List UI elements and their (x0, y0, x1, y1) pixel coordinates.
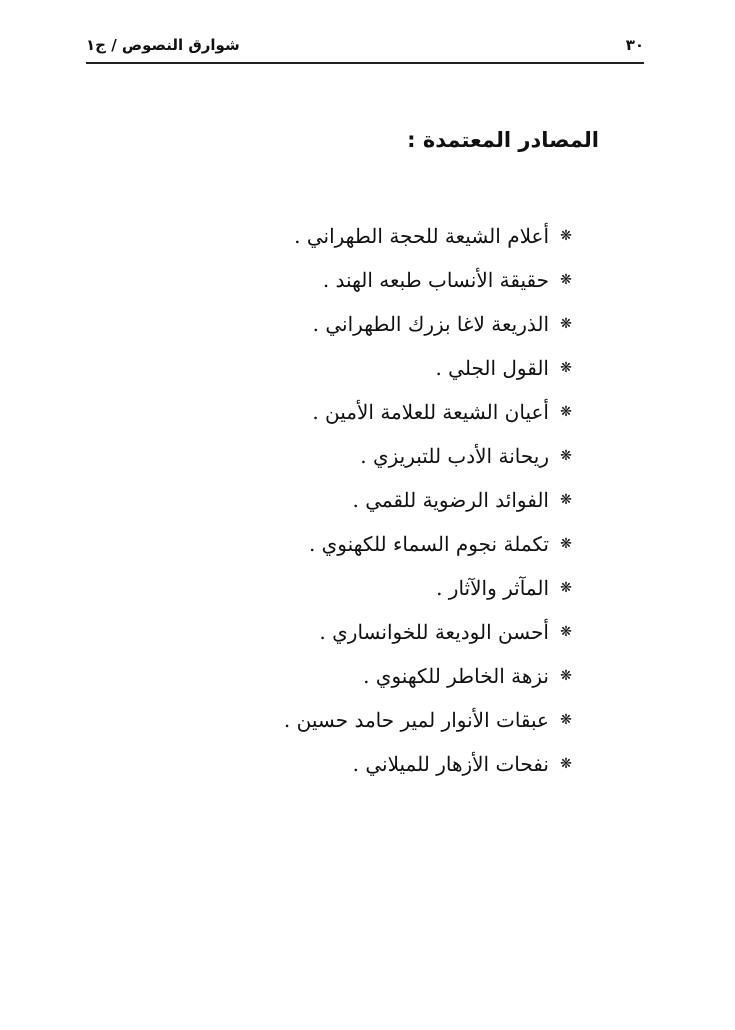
bullet-asterisk-icon: ❋ (560, 756, 572, 772)
bullet-asterisk-icon: ❋ (560, 228, 572, 244)
list-item (137, 434, 577, 478)
source-title: القول الجلي . (435, 356, 549, 380)
bullet-asterisk-icon: ❋ (560, 360, 572, 376)
list-item (137, 390, 577, 434)
source-title: عبقات الأنوار لمير حامد حسين . (283, 708, 549, 732)
bullet-asterisk-icon: ❋ (560, 316, 572, 332)
source-title: الفوائد الرضوية للقمي . (352, 488, 549, 512)
bullet-asterisk-icon: ❋ (560, 492, 572, 508)
source-title: ريحانة الأدب للتبريزي . (360, 444, 549, 468)
list-item (137, 610, 577, 654)
list-item (137, 214, 577, 258)
list-item (137, 258, 577, 302)
list-item (137, 698, 577, 742)
list-item (137, 566, 577, 610)
list-item (137, 346, 577, 390)
bullet-asterisk-icon: ❋ (560, 272, 572, 288)
bullet-asterisk-icon: ❋ (560, 448, 572, 464)
source-title: أعيان الشيعة للعلامة الأمين . (312, 400, 549, 424)
bullet-asterisk-icon: ❋ (560, 580, 572, 596)
list-item (137, 654, 577, 698)
bullet-asterisk-icon: ❋ (560, 404, 572, 420)
list-item (137, 302, 577, 346)
source-title: حقيقة الأنساب طبعه الهند . (322, 268, 549, 292)
source-title: الذريعة لاغا بزرك الطهراني . (312, 312, 549, 336)
source-title: أعلام الشيعة للحجة الطهراني . (294, 224, 549, 248)
page-number: ٣٠ (625, 36, 644, 54)
section-heading: المصادر المعتمدة : (407, 128, 599, 152)
running-header (86, 34, 644, 64)
bullet-asterisk-icon: ❋ (560, 712, 572, 728)
book-title: شوارق النصوص / ج١ (86, 36, 240, 54)
source-title: تكملة نجوم السماء للكهنوي . (308, 532, 549, 556)
source-title: أحسن الوديعة للخوانساري . (319, 620, 549, 644)
bullet-asterisk-icon: ❋ (560, 668, 572, 684)
bullet-asterisk-icon: ❋ (560, 624, 572, 640)
list-item (137, 478, 577, 522)
source-title: نفحات الأزهار للميلاني . (352, 752, 549, 776)
list-item (137, 742, 577, 786)
bullet-asterisk-icon: ❋ (560, 536, 572, 552)
source-title: المآثر والآثار . (436, 576, 549, 600)
source-title: نزهة الخاطر للكهنوي . (363, 664, 549, 688)
list-item (137, 522, 577, 566)
sources-list (137, 214, 577, 786)
